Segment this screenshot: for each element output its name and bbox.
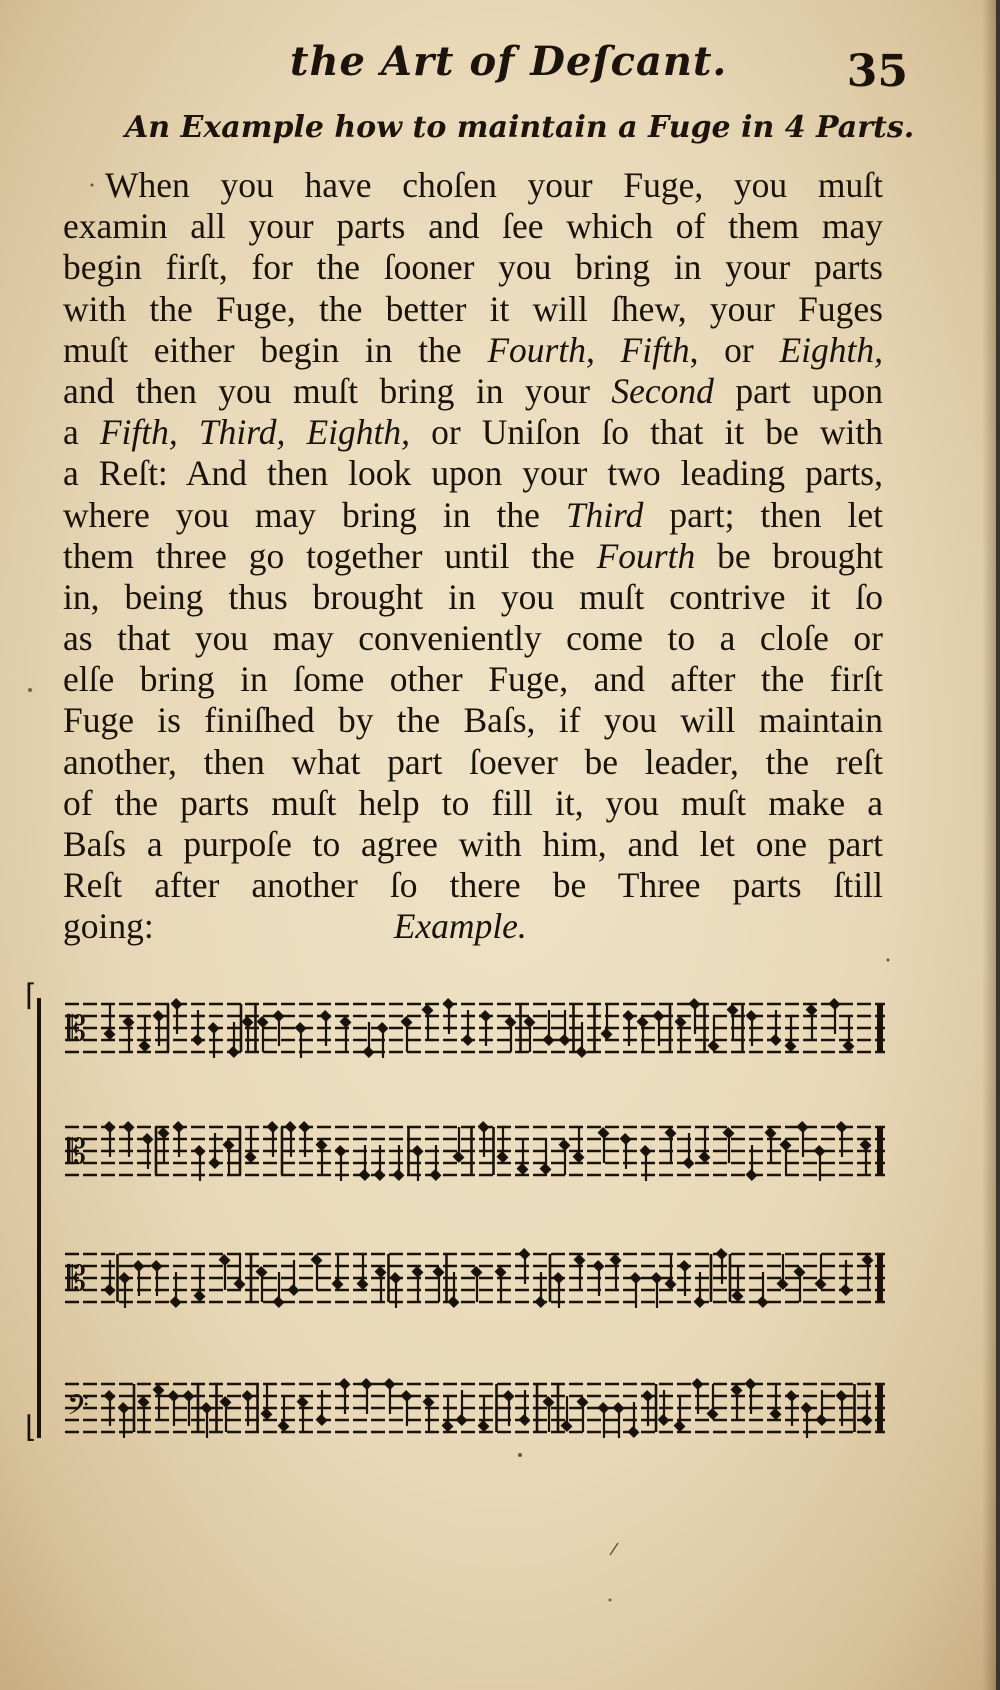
- italic-term: Third: [565, 494, 644, 535]
- final-bar-line: [877, 1254, 883, 1302]
- system-bracket: [37, 998, 41, 1438]
- section-heading: An Example how to maintain a Fuge in 4 Parts.: [125, 110, 915, 145]
- italic-term: Fourth: [596, 535, 696, 576]
- c-clef-icon: 𝄡: [67, 1009, 86, 1049]
- staff-4: [65, 1372, 885, 1452]
- staff-1: [65, 992, 885, 1072]
- text-line: Reſt after another ſo there be Three parts ſtill: [63, 865, 883, 906]
- text-line: of the parts muſt help to fill it, you muſt make a: [63, 782, 883, 823]
- f-clef-icon: 𝄢: [67, 1389, 89, 1429]
- italic-term: Second: [611, 370, 714, 411]
- text-line-last: [63, 906, 883, 947]
- text-line: another, then what part ſoever be leader, the reſt: [63, 741, 883, 782]
- last-line-text: going:: [63, 906, 154, 947]
- text-line: muſt either begin in the Fourth, Fifth, or Eighth,: [63, 329, 883, 370]
- text-line: and then you muſt bring in your Second part upon: [63, 370, 883, 411]
- running-title: the Art of Deſcant.: [290, 38, 728, 85]
- page-number: 35: [846, 46, 908, 97]
- text-line: a Reſt: And then look upon your two leading parts,: [63, 453, 883, 494]
- italic-term: Fourth,: [487, 329, 595, 370]
- italic-term: Eighth,: [306, 412, 410, 453]
- text-line: with the Fuge, the better it will ſhew, your Fuges: [63, 288, 883, 329]
- example-label: Example.: [393, 906, 527, 947]
- text-line: begin firſt, for the ſooner you bring in your parts: [63, 247, 883, 288]
- final-bar-line: [877, 1127, 883, 1175]
- c-clef-icon: 𝄡: [67, 1132, 86, 1172]
- final-bar-line: [877, 1004, 883, 1052]
- c-clef-icon: 𝄡: [67, 1259, 86, 1299]
- text-line: Baſs a purpoſe to agree with him, and let one part: [63, 824, 883, 864]
- text-line: a Fifth, Third, Eighth, or Uniſon ſo that it be with: [63, 412, 883, 453]
- bracket-top-icon: ⌈: [25, 978, 37, 1013]
- text-line: where you may bring in the Third part; then let: [63, 494, 883, 535]
- running-head: [60, 38, 936, 98]
- text-line: as that you may conveniently come to a cloſe or: [63, 618, 883, 659]
- music-score: [25, 980, 895, 1480]
- bracket-bottom-icon: ⌊: [25, 1410, 37, 1445]
- text-line: elſe bring in ſome other Fuge, and after the firſt: [63, 659, 883, 700]
- italic-term: Fifth,: [99, 412, 178, 453]
- body-text: [63, 165, 883, 948]
- italic-term: Third,: [198, 412, 286, 453]
- italic-term: Eighth,: [779, 329, 883, 370]
- text-line: examin all your parts and ſee which of them may: [63, 206, 883, 247]
- text-line: in, being thus brought in you muſt contrive it ſo: [63, 576, 883, 617]
- text-line: Fuge is finiſhed by the Baſs, if you will maintain: [63, 700, 883, 741]
- text-line: When you have choſen your Fuge, you muſt: [105, 165, 883, 205]
- final-bar-line: [877, 1384, 883, 1432]
- staff-3: [65, 1242, 885, 1322]
- staff-2: [65, 1115, 885, 1195]
- italic-term: Fifth: [620, 329, 690, 370]
- text-line: them three go together until the Fourth be brought: [63, 535, 883, 576]
